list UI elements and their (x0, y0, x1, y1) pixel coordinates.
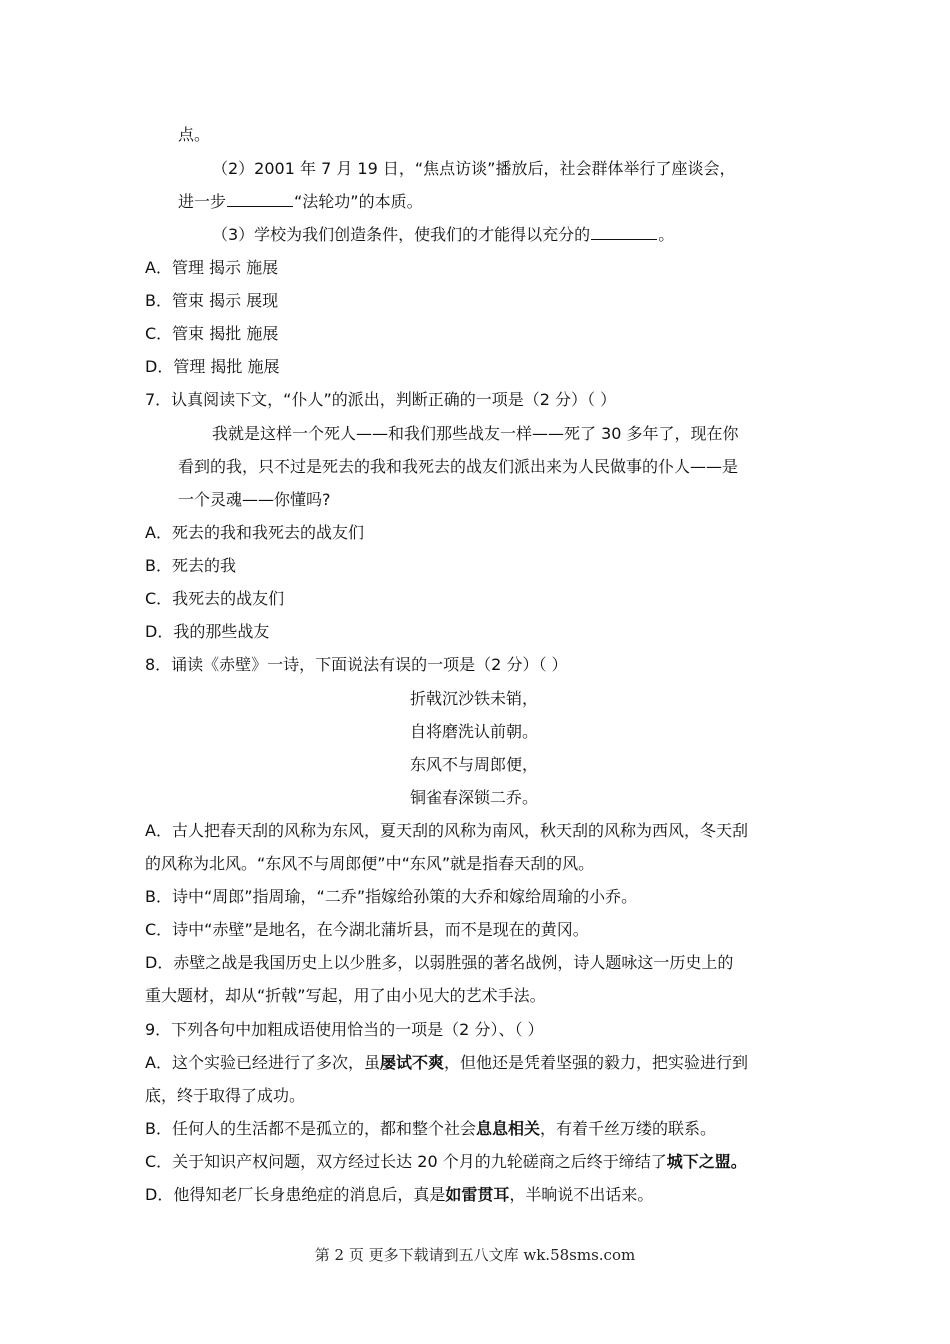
poem-line: 东风不与周郎便， (410, 755, 539, 774)
text-segment: A．这个实验已经进行了多次，虽 (145, 1053, 380, 1072)
poem-line: 铜雀春深锁二乔。 (410, 788, 539, 807)
text-segment: ，但他还是凭着坚强的毅力，把实验进行到 (443, 1053, 748, 1072)
text-segment: “法轮功”的本质。 (294, 192, 423, 211)
option-a-continued: 底，终于取得了成功。 (145, 1086, 306, 1105)
bold-idiom: 城下之盟。 (666, 1152, 747, 1171)
text-segment: 进一步 (178, 192, 227, 211)
text-segment: （3）学校为我们创造条件，使我们的才能得以充分的 (212, 225, 591, 244)
option-d: D．管理 揭批 施展 (145, 357, 280, 376)
option-c: C．管束 揭批 施展 (145, 324, 279, 343)
option-b: B．死去的我 (145, 556, 236, 575)
bold-idiom: 如雷贯耳 (445, 1185, 510, 1204)
option-a (145, 1052, 748, 1074)
fill-blank (227, 192, 293, 207)
text-line: （2）2001 年 7 月 19 日，“焦点访谈”播放后，社会群体举行了座谈会， (212, 159, 736, 178)
option-b: B．诗中“周郎”指周瑜，“二乔”指嫁给孙策的大乔和嫁给周瑜的小乔。 (145, 887, 638, 906)
quote-line: 我就是这样一个死人——和我们那些战友一样——死了 30 多年了，现在你 (212, 424, 739, 443)
poem-line: 折戟沉沙铁未销， (410, 689, 539, 708)
option-a-continued: 的风称为北风。“东风不与周郎便”中“东风”就是指春天刮的风。 (145, 854, 595, 873)
text-line: 点。 (178, 125, 211, 144)
text-segment: 。 (658, 225, 675, 244)
fill-blank (591, 225, 657, 240)
option-d (145, 1184, 653, 1206)
text-segment: ，半晌说不出话来。 (509, 1185, 654, 1204)
quote-line: 一个灵魂——你懂吗? (178, 490, 331, 509)
option-b (145, 1118, 716, 1140)
option-d-continued: 重大题材，却从“折戟”写起，用了由小见大的艺术手法。 (145, 986, 546, 1005)
option-a: A．管理 揭示 施展 (145, 258, 279, 277)
question-7: 7．认真阅读下文，“仆人”的派出，判断正确的一项是（2 分）（ ） (145, 390, 617, 409)
option-a: A．死去的我和我死去的战友们 (145, 523, 364, 542)
text-line (178, 191, 423, 213)
option-a: A．古人把春天刮的风称为东风，夏天刮的风称为南风，秋天刮的风称为西风，冬天刮 (145, 821, 748, 840)
text-line (212, 224, 674, 246)
option-d: D．赤壁之战是我国历史上以少胜多，以弱胜强的著名战例，诗人题咏这一历史上的 (145, 953, 734, 972)
text-segment: C．关于知识产权问题，双方经过长达 20 个月的九轮磋商之后终于缔结了 (145, 1152, 667, 1171)
quote-line: 看到的我，只不过是死去的我和我死去的战友们派出来为人民做事的仆人——是 (178, 457, 739, 476)
option-c: C．我死去的战友们 (145, 589, 285, 608)
option-c: C．诗中“赤壁”是地名，在今湖北蒲圻县，而不是现在的黄冈。 (145, 920, 589, 939)
text-segment: ，有着千丝万缕的联系。 (540, 1119, 717, 1138)
text-segment: B．任何人的生活都不是孤立的，都和整个社会 (145, 1119, 476, 1138)
text-segment: D．他得知老厂长身患绝症的消息后，真是 (145, 1185, 446, 1204)
question-9: 9．下列各句中加粗成语使用恰当的一项是（2 分）、（ ） (145, 1020, 544, 1039)
bold-idiom: 息息相关 (475, 1119, 540, 1138)
option-b: B．管束 揭示 展现 (145, 291, 279, 310)
bold-idiom: 屡试不爽 (379, 1053, 444, 1072)
question-8: 8．诵读《赤壁》一诗，下面说法有误的一项是（2 分）（ ） (145, 655, 568, 674)
poem-line: 自将磨洗认前朝。 (410, 722, 539, 741)
option-c (145, 1151, 747, 1173)
page-footer: 第 2 页 更多下载请到五八文库 wk.58sms.com (314, 1246, 636, 1264)
option-d: D．我的那些战友 (145, 622, 270, 641)
